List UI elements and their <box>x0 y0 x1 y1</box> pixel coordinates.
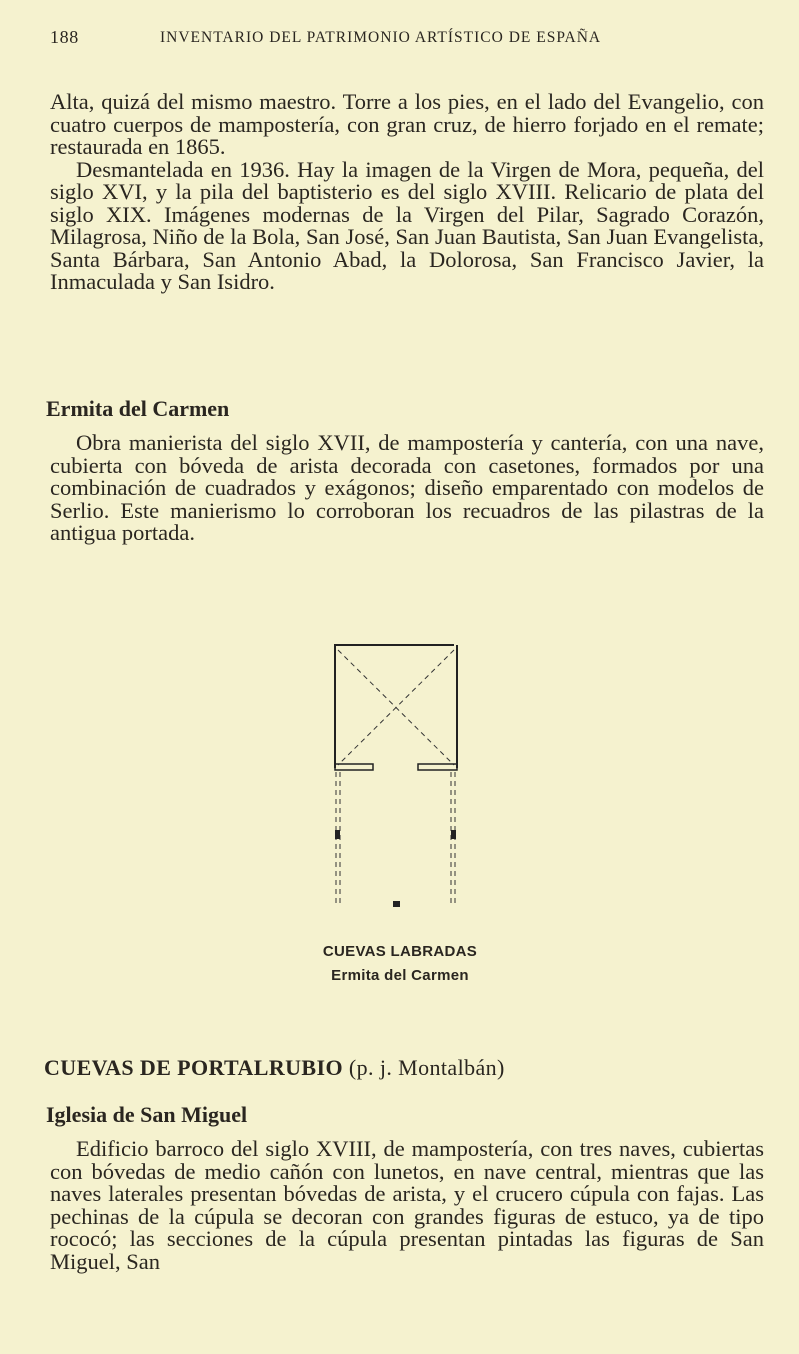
jurisdiction: (p. j. Montalbán) <box>348 1055 505 1080</box>
paragraph-iglesia: Edificio barroco del siglo XVIII, de mampostería, con tres naves, cubiertas con bóvedas de medio cañón con lunetos, en nave central, mientras que las naves laterales presentan bóvedas de arista, y el crucero cúpula con fajas. Las pechinas de la cúpula se decoran con grandes figuras de estuco, ya de tipo rococó; las secciones de la cúpula presentan pintadas las figuras de San Miguel, San <box>50 1136 764 1274</box>
paragraph-1: Alta, quizá del mismo maestro. Torre a los pies, en el lado del Evangelio, con cuatro cuerpos de mampostería, con gran cruz, de hierro forjado en el remate; restaurada en 1865. <box>50 89 764 159</box>
body-text-ermita <box>50 432 764 545</box>
paragraph-2: Desmantelada en 1936. Hay la imagen de la Virgen de Mora, pequeña, del siglo XVI, y la pila del baptisterio es del siglo XVIII. Relicario de plata del siglo XIX. Imágenes modernas de la Virgen del Pilar, Sagrado Corazón, Milagrosa, Niño de la Bola, San José, San Juan Bautista, San Juan Evangelista, Santa Bárbara, San Antonio Abad, la Dolorosa, San Francisco Javier, la Inmaculada y San Isidro. <box>50 156 764 294</box>
heading-ermita: Ermita del Carmen <box>46 396 230 421</box>
paragraph-ermita: Obra manierista del siglo XVII, de mampostería y cantería, con una nave, cubierta con bóveda de arista decorada con casetones, formados por una combinación de cuadrados y exágonos; diseño emparentado con modelos de Serlio. Este manierismo lo corroboran los recuadros de las pilastras de la antigua portada. <box>50 430 764 545</box>
body-text-top <box>50 91 764 294</box>
caption-line-2: Ermita del Carmen <box>331 967 469 984</box>
town-name: CUEVAS DE PORTALRUBIO <box>44 1055 343 1080</box>
figure-caption <box>240 940 560 988</box>
section-title <box>44 1055 505 1081</box>
heading-iglesia: Iglesia de San Miguel <box>46 1102 248 1127</box>
floor-plan-drawing <box>326 640 466 910</box>
running-title: INVENTARIO DEL PATRIMONIO ARTÍSTICO DE ESPAÑA <box>160 29 602 46</box>
caption-line-1: CUEVAS LABRADAS <box>322 943 478 960</box>
page-number: 188 <box>50 27 79 47</box>
body-text-iglesia <box>50 1138 764 1273</box>
